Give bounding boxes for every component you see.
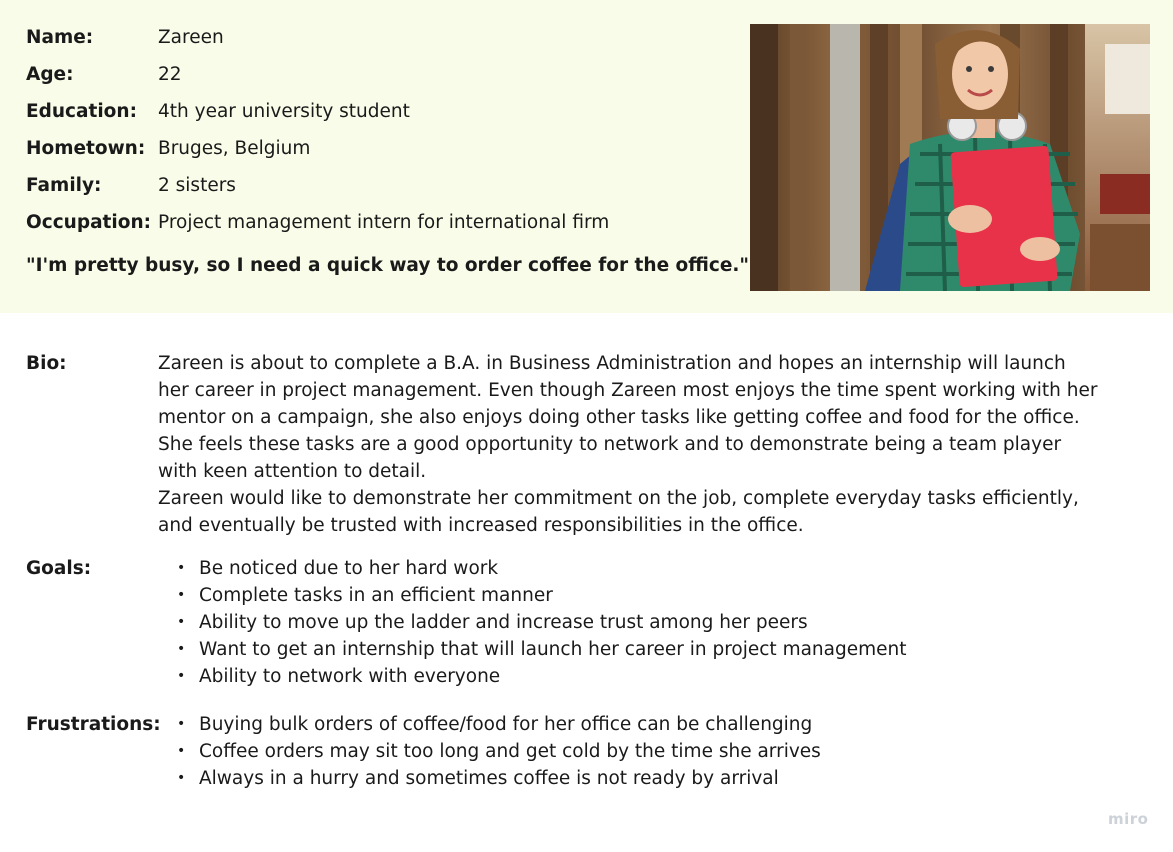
bio-text: [158, 350, 1098, 539]
frustrations-label: Frustrations:: [26, 714, 161, 735]
age-value: 22: [158, 64, 182, 85]
family-label: Family:: [26, 175, 102, 196]
bio-paragraph: Zareen would like to demonstrate her commitment on the job, complete everyday tasks efficiently, and eventually be trusted with increased responsibilities in the office.: [158, 488, 1079, 536]
list-item: • Buying bulk orders of coffee/food for her office can be challenging: [158, 711, 821, 738]
bio-paragraph: Zareen is about to complete a B.A. in Business Administration and hopes an internship will launch her career in project management. Even though Zareen most enjoys the time spent working with her mentor on a campaign, she also enjoys doing other tasks like getting coffee and food for the office. She feels these tasks are a good opportunity to network and to demonstrate being a team player with keen attention to detail.: [158, 353, 1098, 482]
list-item: • Be noticed due to her hard work: [158, 555, 907, 582]
miro-watermark: miro: [1108, 810, 1149, 828]
education-value: 4th year university student: [158, 101, 410, 122]
occupation-label: Occupation:: [26, 212, 152, 233]
education-label: Education:: [26, 101, 137, 122]
goals-list: [158, 555, 907, 690]
list-item: • Ability to move up the ladder and increase trust among her peers: [158, 609, 907, 636]
list-item: • Want to get an internship that will launch her career in project management: [158, 636, 907, 663]
goals-label: Goals:: [26, 558, 92, 579]
family-value: 2 sisters: [158, 175, 236, 196]
persona-quote: "I'm pretty busy, so I need a quick way to order coffee for the office.": [26, 255, 750, 276]
hometown-value: Bruges, Belgium: [158, 138, 311, 159]
list-item: • Always in a hurry and sometimes coffee is not ready by arrival: [158, 765, 821, 792]
persona-header: [0, 0, 1173, 313]
frustrations-list: [158, 711, 821, 792]
age-label: Age:: [26, 64, 74, 85]
occupation-value: Project management intern for international firm: [158, 212, 610, 233]
persona-photo: [750, 24, 1150, 291]
list-item: • Ability to network with everyone: [158, 663, 907, 690]
hometown-label: Hometown:: [26, 138, 146, 159]
list-item: • Complete tasks in an efficient manner: [158, 582, 907, 609]
name-label: Name:: [26, 27, 94, 48]
name-value: Zareen: [158, 27, 224, 48]
list-item: • Coffee orders may sit too long and get cold by the time she arrives: [158, 738, 821, 765]
bio-label: Bio:: [26, 353, 67, 374]
